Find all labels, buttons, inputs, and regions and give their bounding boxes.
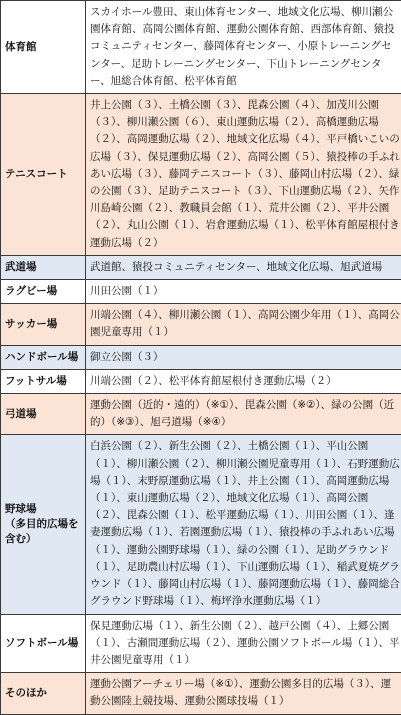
detail-cell: 武道館、猿投コミュニティセンター、地域文化広場、旭武道場 (86, 255, 401, 279)
row-martial-arts-hall (1, 255, 401, 279)
row-rugby-field (1, 280, 401, 304)
row-archery-range (1, 394, 401, 435)
row-handball-court (1, 345, 401, 369)
row-soccer-field (1, 304, 401, 345)
category-cell: サッカー場 (1, 304, 86, 345)
row-futsal-court (1, 369, 401, 393)
detail-cell: 保見運動広場（１）、新生公園（２）、越戸公園（４）、上郷公園（１）、古瀬間運動広場（２）、運動公園ソフトボール場（１）、平井公園児童専用（１） (86, 614, 401, 673)
detail-cell: 御立公園（３） (86, 345, 401, 369)
detail-cell: 井上公園（３）、土橋公園（３）、毘森公園（４）、加茂川公園（３）、柳川瀬公園（６）、東山運動広場（２）、高橋運動広場（２）、高岡運動広場（２）、地域文化広場（４）、平戸橋いこいの広場（３）、保見運動広場（２）、高岡公園（５）、猿投棒の手ふれあい広場（３）、藤岡テニスコート（３）、藤岡山村広場（２）、緑の公園（３）、足助テニスコート（３）、下山運動広場（２）、矢作川島崎公園（２）、教職員会館（１）、荒井公園（２）、平井公園（２）、丸山公園（１）、岩倉運動広場（１）、松平体育館屋根付き運動広場（２） (86, 94, 401, 256)
category-cell (1, 435, 86, 614)
category-cell: 弓道場 (1, 394, 86, 435)
detail-cell: 白浜公園（２）、新生公園（２）、土橋公園（１）、平山公園（１）、柳川瀬公園（２）、柳川瀬公園児童専用（１）、石野運動広場（１）、末野原運動広場（１）、井上公園（１）、高岡運動広場（１）、東山運動広場（２）、地域文化広場（１）、高岡公園（２）、毘森公園（１）、松平運動広場（１）、川田公園（１）、逢妻運動広場（１）、若園運動広場（１）、猿投棒の手ふれあい広場（１）、運動公園野球場（１）、緑の公園（１）、足助グラウンド（１）、足助農山村広場（１）、下山運動広場（１）、稲武夏焼グラウンド（１）、藤岡山村広場（１）、藤岡運動広場（１）、藤岡総合グラウンド野球場（１）、梅坪浄水運動広場（１） (86, 435, 401, 614)
row-baseball-field (1, 435, 401, 614)
detail-cell: 運動公園アーチェリー場（※①）、運動公園多目的広場（３）、運動公園陸上競技場、運動公園球技場（１） (86, 673, 401, 714)
category-cell: 武道場 (1, 255, 86, 279)
detail-cell: 川端公園（２）、松平体育館屋根付き運動広場（２） (86, 369, 401, 393)
row-gymnasium (1, 1, 401, 94)
category-cell: 体育館 (1, 1, 86, 94)
category-label-main: 野球場 （多目的広場を含む） (5, 503, 79, 545)
detail-cell: 川端公園（４）、柳川瀬公園（１）、高岡公園少年用（１）、高岡公園児童専用（１） (86, 304, 401, 345)
category-cell: ソフトボール場 (1, 614, 86, 673)
category-cell: そのほか (1, 673, 86, 714)
category-cell: ハンドボール場 (1, 345, 86, 369)
row-other (1, 673, 401, 714)
category-cell: テニスコート (1, 94, 86, 256)
detail-cell: スカイホール豊田、東山体育センター、地域文化広場、柳川瀬公園体育館、高岡公園体育館、運動公園体育館、西部体育館、猿投コミュニティセンター、藤岡体育センター、小原トレーニングセンター、足助トレーニングセンター、下山トレーニングセンター、旭総合体育館、松平体育館 (86, 1, 401, 94)
category-cell: ラグビー場 (1, 280, 86, 304)
detail-cell: 川田公園（１） (86, 280, 401, 304)
detail-cell: 運動公園（近的・遠的）（※①）、毘森公園（※②）、緑の公園（近的）（※③）、旭弓道場（※④） (86, 394, 401, 435)
category-cell: フットサル場 (1, 369, 86, 393)
row-tennis-court (1, 94, 401, 256)
row-softball-field (1, 614, 401, 673)
